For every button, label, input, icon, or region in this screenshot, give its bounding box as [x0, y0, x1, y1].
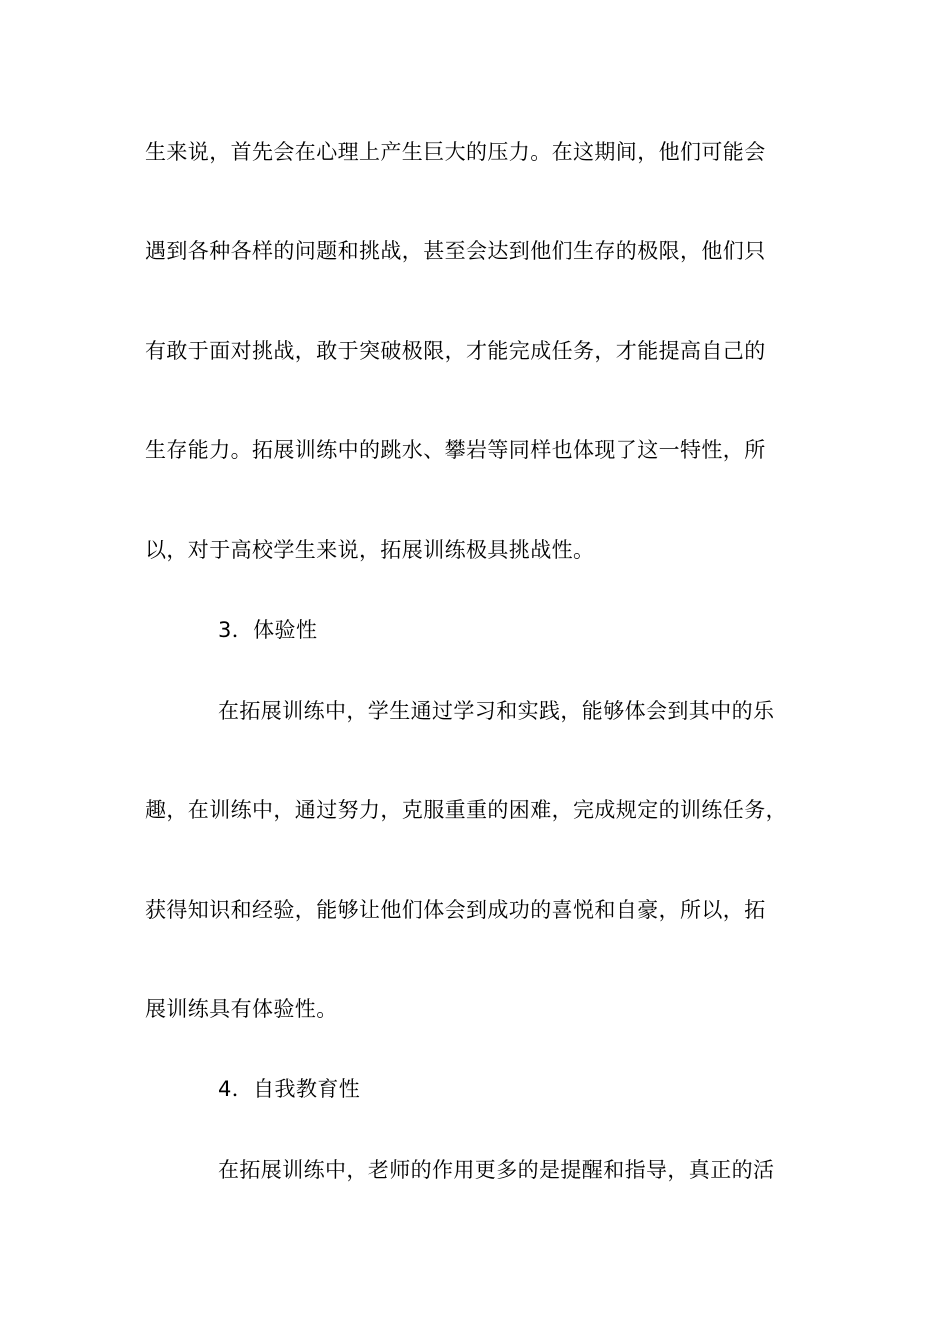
paragraph-line: 有敢于面对挑战，敢于突破极限，才能完成任务，才能提高自己的	[145, 339, 766, 363]
section-heading: 3．体验性	[218, 618, 318, 642]
paragraph-line: 展训练具有体验性。	[145, 997, 338, 1021]
paragraph-line: 生存能力。拓展训练中的跳水、攀岩等同样也体现了这一特性，所	[145, 438, 766, 462]
paragraph-line: 以，对于高校学生来说，拓展训练极具挑战性。	[145, 538, 595, 562]
paragraph-line: 在拓展训练中，老师的作用更多的是提醒和指导，真正的活	[218, 1158, 775, 1182]
paragraph-line: 生来说，首先会在心理上产生巨大的压力。在这期间，他们可能会	[145, 140, 766, 164]
paragraph-line: 在拓展训练中，学生通过学习和实践，能够体会到其中的乐	[218, 699, 775, 723]
paragraph-line: 获得知识和经验，能够让他们体会到成功的喜悦和自豪，所以，拓	[145, 898, 766, 922]
paragraph-line: 趣，在训练中，通过努力，克服重重的困难，完成规定的训练任务，	[145, 798, 787, 822]
section-heading: 4．自我教育性	[218, 1077, 361, 1101]
paragraph-line: 遇到各种各样的问题和挑战，甚至会达到他们生存的极限，他们只	[145, 239, 766, 263]
